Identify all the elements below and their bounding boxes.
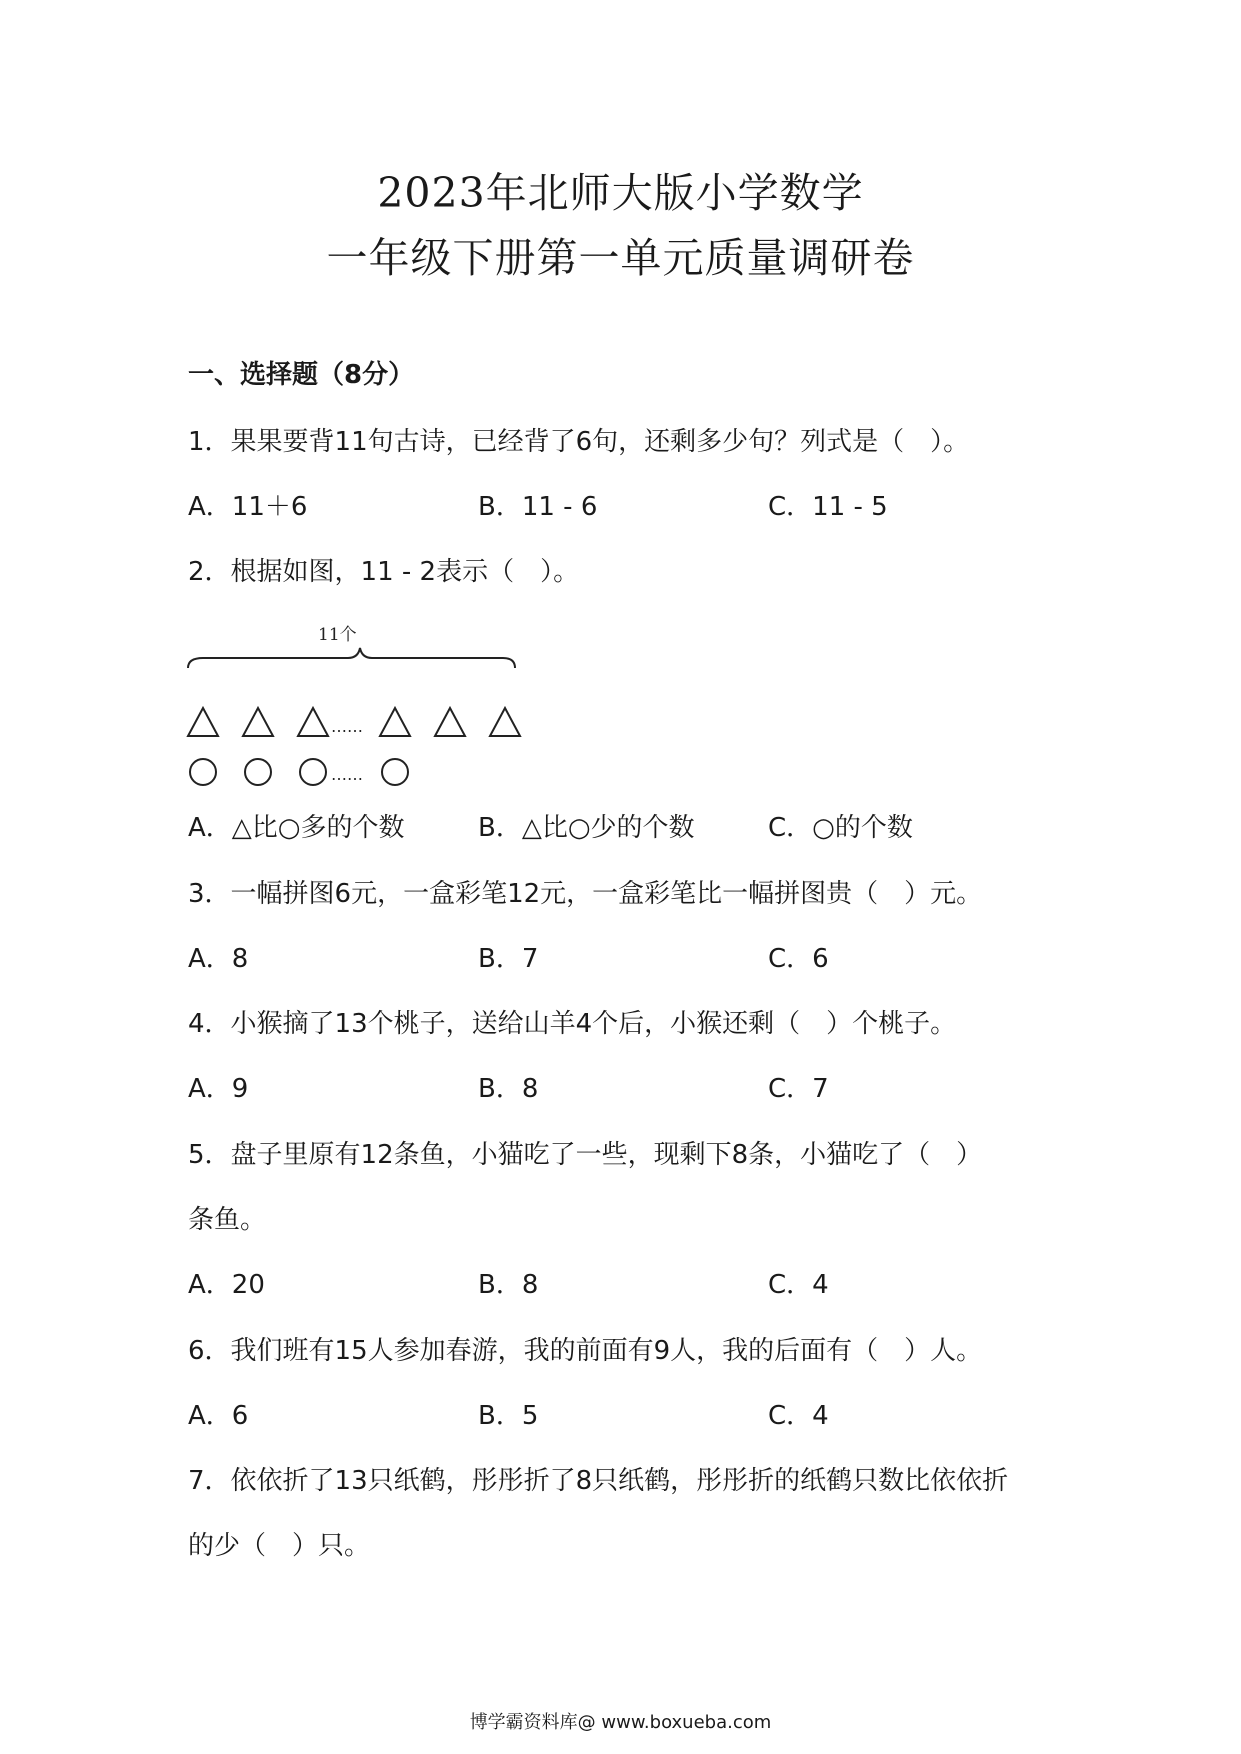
question-5-option-a: A．20 [188,1270,265,1300]
question-7-text-line-2: 的少（ ）只。 [188,1531,371,1561]
question-1-option-b: B．11 - 6 [478,492,598,522]
question-3-text: 3．一幅拼图6元，一盒彩笔12元，一盒彩笔比一幅拼图贵（ ）元。 [188,879,983,909]
question-7-text-line-1: 7．依依折了13只纸鹤，彤彤折了8只纸鹤，彤彤折的纸鹤只数比依依折 [188,1466,1009,1496]
triangle-icon [188,708,218,736]
question-3-option-a: A．8 [188,944,249,974]
title-line-2: 一年级下册第一单元质量调研卷 [326,234,915,282]
question-6-option-a: A．6 [188,1401,249,1431]
brace-shape [188,648,515,668]
question-5-text-line-1: 5．盘子里原有12条鱼，小猫吃了一些，现剩下8条，小猫吃了（ ） [188,1140,983,1170]
question-3-option-c: C．6 [768,944,829,974]
circle-icon [245,759,271,785]
circle-icon [382,759,408,785]
brace-label: 11个 [318,625,357,645]
question-2-figure [185,620,545,795]
question-2-option-b: B．△比○少的个数 [478,813,695,843]
question-4-option-c: C．7 [768,1074,829,1104]
question-3-option-b: B．7 [478,944,539,974]
question-4-option-b: B．8 [478,1074,539,1104]
circle-ellipsis: …… [331,765,363,784]
question-4-text: 4．小猴摘了13个桃子，送给山羊4个后，小猴还剩（ ）个桃子。 [188,1009,957,1039]
question-2-option-c: C．○的个数 [768,813,913,843]
circle-icon [190,759,216,785]
title-line-1: 2023年北师大版小学数学 [377,169,864,217]
triangle-ellipsis: …… [331,717,363,736]
question-5-option-c: C．4 [768,1270,829,1300]
triangle-icon [298,708,328,736]
question-5-text-line-2: 条鱼。 [188,1205,267,1235]
question-1-option-c: C．11 - 5 [768,492,888,522]
footer-watermark: 博学霸资料库@ www.boxueba.com [469,1712,772,1733]
triangle-icon [380,708,410,736]
section-heading-choice: 一、选择题（8分） [188,360,415,390]
triangle-icon [435,708,465,736]
question-2-option-a: A．△比○多的个数 [188,813,405,843]
question-1-text: 1．果果要背11句古诗，已经背了6句，还剩多少句？列式是（ ）。 [188,427,970,457]
question-6-option-b: B．5 [478,1401,539,1431]
question-2-text: 2．根据如图，11 - 2表示（ ）。 [188,557,580,587]
question-4-option-a: A．9 [188,1074,249,1104]
question-1-option-a: A．11＋6 [188,492,308,522]
question-6-text: 6．我们班有15人参加春游，我的前面有9人，我的后面有（ ）人。 [188,1336,983,1366]
question-6-option-c: C．4 [768,1401,829,1431]
circle-icon [300,759,326,785]
question-5-option-b: B．8 [478,1270,539,1300]
triangle-icon [490,708,520,736]
triangle-icon [243,708,273,736]
